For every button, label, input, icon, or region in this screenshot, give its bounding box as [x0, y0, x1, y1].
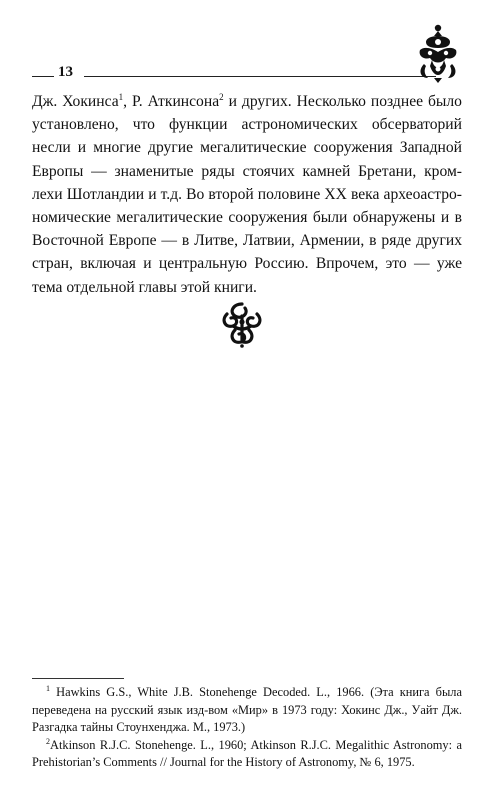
text-line: номические мегалитические сооружения были обнаружены и в [32, 209, 462, 227]
footnote-2 [32, 737, 462, 772]
footnotes [32, 684, 462, 772]
footnote-marker-2: 2 [46, 736, 50, 746]
text-line: стран, включая и центральную Россию. Впрочем, это — уже [32, 255, 462, 273]
text-line: несли и многие другие мегалитические сооружения Западной [32, 139, 462, 157]
footnote-ref-2[interactable]: 2 [219, 92, 224, 102]
text-line: Дж. Хокинса$^1$, Р. Аткинсона$^2$ и других. Несколько позднее было [32, 92, 462, 110]
header-rule-left [32, 76, 54, 77]
footnote-text-1: Hawkins G.S., White J.B. Stonehenge Decoded. L., 1966. (Эта книга была переведена на русский язык изд-вом «Мир» в 1973 году: Хокинс Дж., Уайт Дж. Разгадка тайны Стоунхенджа. М., 1973.) [32, 685, 462, 735]
page-number: 13 [58, 64, 73, 80]
footnote-marker-1: 1 [46, 684, 50, 693]
ornamental-crest-icon [412, 20, 464, 84]
text-line: тема отдельной главы этой книги. [32, 278, 257, 296]
text-line: Восточной Европе — в Литве, Латвии, Армении, в ряде других [32, 232, 462, 250]
body-paragraph [32, 90, 462, 299]
footnote-ref-1[interactable]: 1 [118, 92, 124, 102]
text-line: лехи Шотландии и т.д. Во второй половине XX века археоастро- [32, 185, 462, 203]
header-rule-right [84, 76, 436, 77]
text-line: Европы — знаменитые ряды стоячих камней Бретани, кром- [32, 162, 462, 180]
footnote-separator [32, 678, 124, 679]
running-header [32, 66, 437, 86]
footnote-1 [32, 684, 462, 737]
celtic-knot-fleuron-icon [219, 300, 265, 348]
footnote-text-2: Atkinson R.J.C. Stonehenge. L., 1960; Atkinson R.J.C. Megalithic Astronomy: a Prehistorian’s Comments // Journal for the History of Astronomy, № 6, 1975. [32, 737, 462, 770]
text-line: установлено, что функции астрономических обсерваторий [32, 116, 462, 134]
